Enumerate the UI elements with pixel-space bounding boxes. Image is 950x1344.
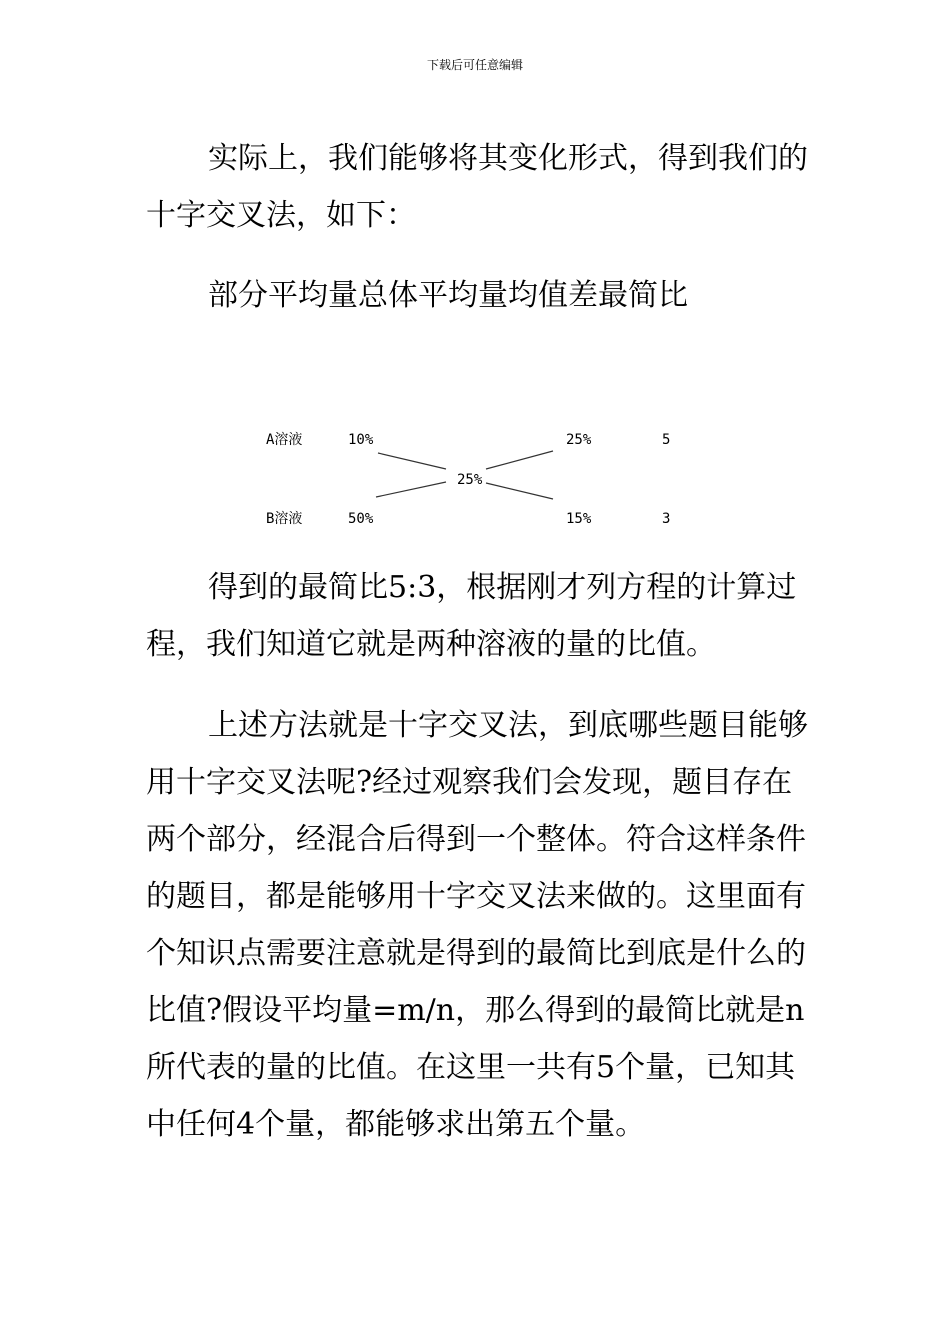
row-b-ratio: 3 <box>662 511 671 527</box>
paragraph-column-headings: 部分平均量总体平均量均值差最简比 <box>208 278 688 313</box>
paragraph-intro: 实际上，我们能够将其变化形式，得到我们的十字交叉法，如下： <box>146 141 808 233</box>
row-a-difference: 25% <box>566 432 592 448</box>
paragraph-method-explanation: 上述方法就是十字交叉法，到底哪些题目能够用十字交叉法呢?经过观察我们会发现，题目存在两个部分，经混合后得到一个整体。符合这样条件的题目，都是能够用十字交叉法来做的。这里面有个知识点需要注意就是得到的最简比到底是什么的比值?假设平均量=m/n，那么得到的最简比就是n所代表的量的比值。在这里一共有5个量，已知其中任何4个量，都能够求出第五个量。 <box>146 708 808 1142</box>
paragraph-ratio-result: 得到的最简比5:3，根据刚才列方程的计算过程，我们知道它就是两种溶液的量的比值。 <box>146 570 797 662</box>
cross-method-diagram <box>250 418 710 538</box>
row-a-ratio: 5 <box>662 432 671 448</box>
cross-line-b-to-center <box>376 482 446 497</box>
cross-line-a-to-center <box>378 453 446 469</box>
overall-average: 25% <box>457 472 483 488</box>
row-a-part-average: 10% <box>348 432 374 448</box>
row-a-name: A溶液 <box>266 432 303 448</box>
cross-line-center-to-b-diff <box>486 483 553 499</box>
row-b-part-average: 50% <box>348 511 374 527</box>
row-b-difference: 15% <box>566 511 592 527</box>
cross-line-center-to-a-diff <box>486 451 553 469</box>
cross-method-svg <box>250 418 710 538</box>
row-b-name: B溶液 <box>266 511 303 527</box>
page-header: 下载后可任意编辑 <box>426 58 523 72</box>
